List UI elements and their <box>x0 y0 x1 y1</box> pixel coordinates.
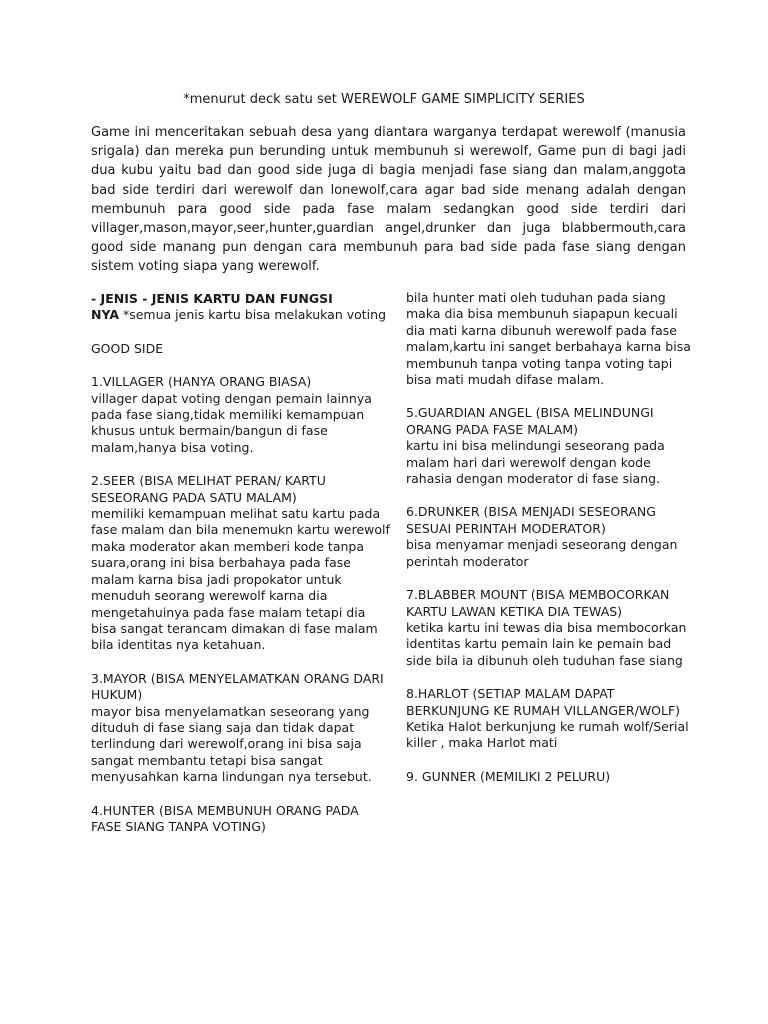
document-title: *menurut deck satu set WEREWOLF GAME SIMPLICITY SERIES <box>183 92 585 107</box>
section-heading-line1: - JENIS - JENIS KARTU DAN FUNGSI <box>91 291 333 306</box>
right-column <box>406 290 696 785</box>
section-heading-line2: NYA <box>91 307 119 323</box>
intro-paragraph: Game ini menceritakan sebuah desa yang diantara warganya terdapat werewolf (manusia srigala) dan mereka pun berunding untuk membunuh si werewolf, Game pun di bagi jadi dua kubu yaitu bad dan good side juga di bagia menjadi fase siang dan malam,anggota bad side terdiri dari werewolf dan lonewolf,cara agar bad side menang adalah dengan membunuh para good side pada fase malam sedangkan good side terdiri dari villager,mason,mayor,seer,hunter,guardian angel,drunker dan juga blabbermouth,cara good side manang pun dengan cara membunuh para bad side pada fase siang dengan sistem voting siapa yang werewolf. <box>91 125 686 275</box>
left-column <box>91 291 391 835</box>
role-title: 3.MAYOR (BISA MENYELAMATKAN ORANG DARI HUKUM) <box>91 670 384 703</box>
role-title: 2.SEER (BISA MELIHAT PERAN/ KARTU SESEORANG PADA SATU MALAM) <box>91 473 326 505</box>
role-title: 8.HARLOT (SETIAP MALAM DAPAT BERKUNJUNG KE RUMAH VILLANGER/WOLF) <box>406 686 681 718</box>
role-description: bisa menyamar menjadi seseorang dengan perintah moderator <box>406 537 678 569</box>
role-description: Ketika Halot berkunjung ke rumah wolf/Serial killer , maka Harlot mati <box>406 718 689 751</box>
role-title: 7.BLABBER MOUNT (BISA MEMBOCORKAN KARTU LAWAN KETIKA DIA TEWAS) <box>406 587 670 619</box>
role-title: 1.VILLAGER (HANYA ORANG BIASA) <box>91 374 312 390</box>
role-title: 5.GUARDIAN ANGEL (BISA MELINDUNGI ORANG PADA FASE MALAM) <box>406 405 654 437</box>
section-heading <box>91 291 391 324</box>
role-title: 6.DRUNKER (BISA MENJADI SESEORANG SESUAI PERINTAH MODERATOR) <box>406 504 656 536</box>
section-note: *semua jenis kartu bisa melakukan voting <box>119 307 386 323</box>
good-side-heading: GOOD SIDE <box>91 340 164 356</box>
role-description: memiliki kemampuan melihat satu kartu pada fase malam dan bila menemukn kartu werewolf maka moderator akan memberi kode tanpa suara,orang ini bisa berbahaya pada fase malam karna bisa jadi propokator untuk menuduh seorang werewolf karna dia mengetahuinya pada fase malam tetapi dia bisa sangat terancam dimakan di fase malam bila identitas nya ketahuan. <box>91 506 390 653</box>
role-description: mayor bisa menyelamatkan seseorang yang dituduh di fase siang saja dan tidak dapat terlindung dari werewolf,orang ini bisa saja sangat membantu tetapi bisa sangat menyusahkan karna lindungan nya tersebut. <box>91 703 372 785</box>
role-description: ketika kartu ini tewas dia bisa membocorkan identitas kartu pemain lain ke pemain bad side bila ia dibunuh oleh tuduhan fase siang <box>406 619 687 668</box>
role-description: kartu ini bisa melindungi seseorang pada malam hari dari werewolf dengan kode rahasia dengan moderator di fase siang. <box>406 438 665 487</box>
hunter-description-continued: bila hunter mati oleh tuduhan pada siang maka dia bisa membunuh siapapun kecuali dia mati karna dibunuh werewolf pada fase malam,kartu ini sanget berbahaya karna bisa membunuh tanpa voting tanpa voting tapi bisa mati mudah difase malam. <box>406 290 691 388</box>
role-title: 9. GUNNER (MEMILIKI 2 PELURU) <box>406 768 611 784</box>
role-description: villager dapat voting dengan pemain lainnya pada fase siang,tidak memiliki kemampuan khusus untuk bermain/bangun di fase malam,hanya bisa voting. <box>91 390 372 455</box>
role-title: 4.HUNTER (BISA MEMBUNUH ORANG PADA FASE SIANG TANPA VOTING) <box>91 802 359 834</box>
